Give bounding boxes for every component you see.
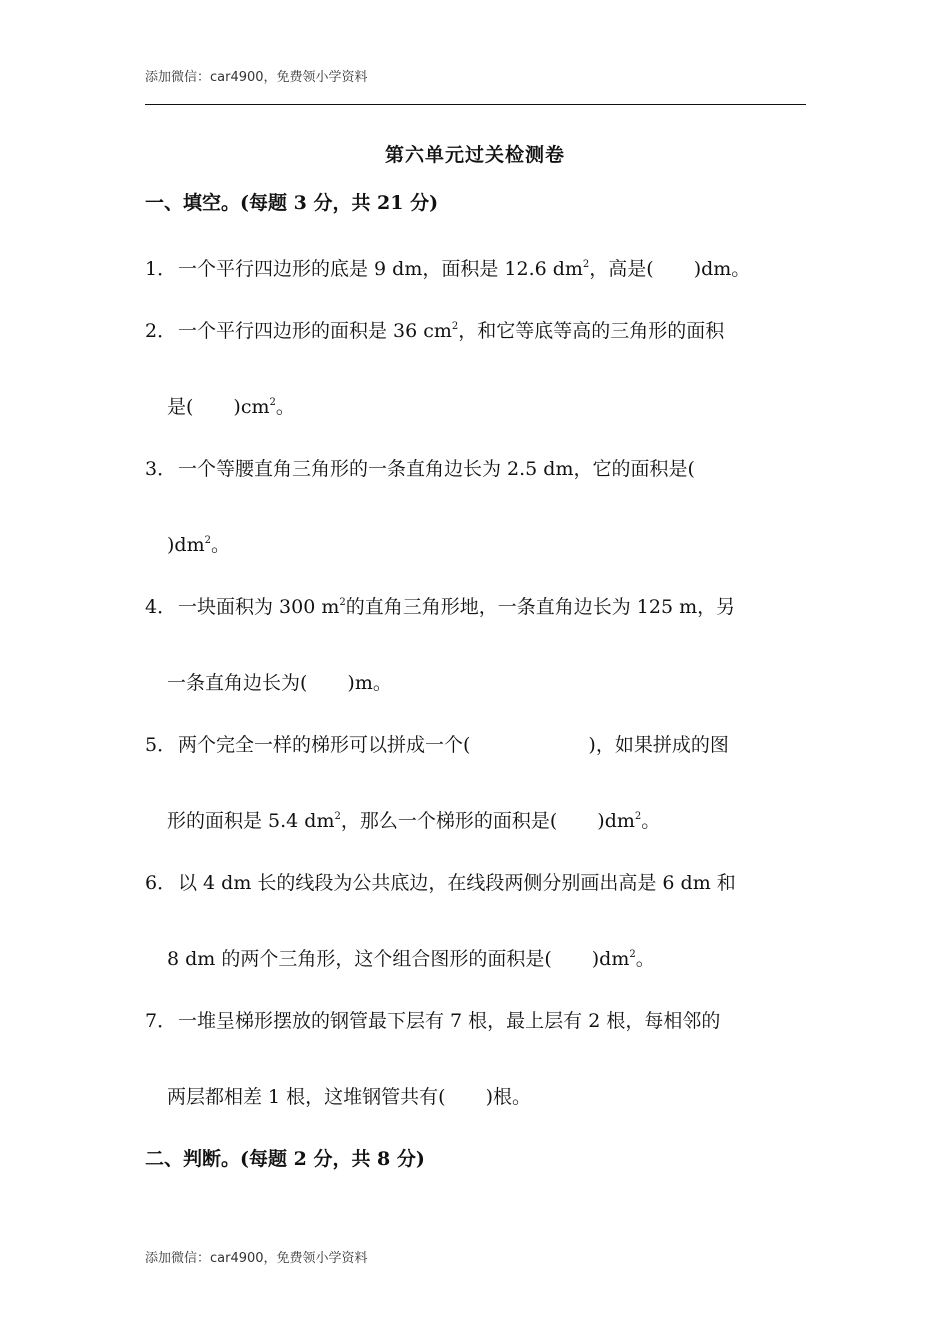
question-3-continued: )$dm^2$。: [167, 534, 230, 556]
question-1: 1． 一个平行四边形的底是 9 dm，面积是 12.6 $dm^2$，高是( )dm。: [145, 258, 751, 280]
question-4: 4． 一块面积为 300 $m^2$的直角三角形地，一条直角边长为 125 m，另: [145, 596, 736, 618]
question-5: 5． 两个完全一样的梯形可以拼成一个( )，如果拼成的图: [145, 734, 729, 756]
section-2-heading: 二、判断。(每题 2 分，共 8 分): [145, 1148, 425, 1170]
question-4-continued: 一条直角边长为( )m。: [167, 672, 392, 694]
question-3: 3． 一个等腰直角三角形的一条直角边长为 2.5 dm，它的面积是(: [145, 458, 695, 480]
question-2-continued: 是( )$cm^2$。: [167, 396, 295, 418]
question-6: 6． 以 4 dm 长的线段为公共底边，在线段两侧分别画出高是 6 dm 和: [145, 872, 736, 894]
question-5-continued: 形的面积是 5.4 $dm^2$，那么一个梯形的面积是( )$dm^2$。: [167, 810, 661, 832]
question-6-continued: 8 dm 的两个三角形，这个组合图形的面积是( )$dm^2$。: [167, 948, 655, 970]
page-title: 第六单元过关检测卷: [384, 144, 565, 166]
question-7: 7． 一堆呈梯形摆放的钢管最下层有 7 根，最上层有 2 根，每相邻的: [145, 1010, 721, 1032]
question-7-continued: 两层都相差 1 根，这堆钢管共有( )根。: [167, 1086, 532, 1108]
question-2: 2． 一个平行四边形的面积是 36 $cm^2$，和它等底等高的三角形的面积: [145, 320, 725, 342]
page-footer-text: 添加微信：car4900，免费领小学资料: [145, 1251, 368, 1266]
page-header-text: 添加微信：car4900，免费领小学资料: [145, 70, 368, 85]
section-1-heading: 一、填空。(每题 3 分，共 21 分): [145, 192, 439, 214]
header-divider: [145, 104, 806, 105]
